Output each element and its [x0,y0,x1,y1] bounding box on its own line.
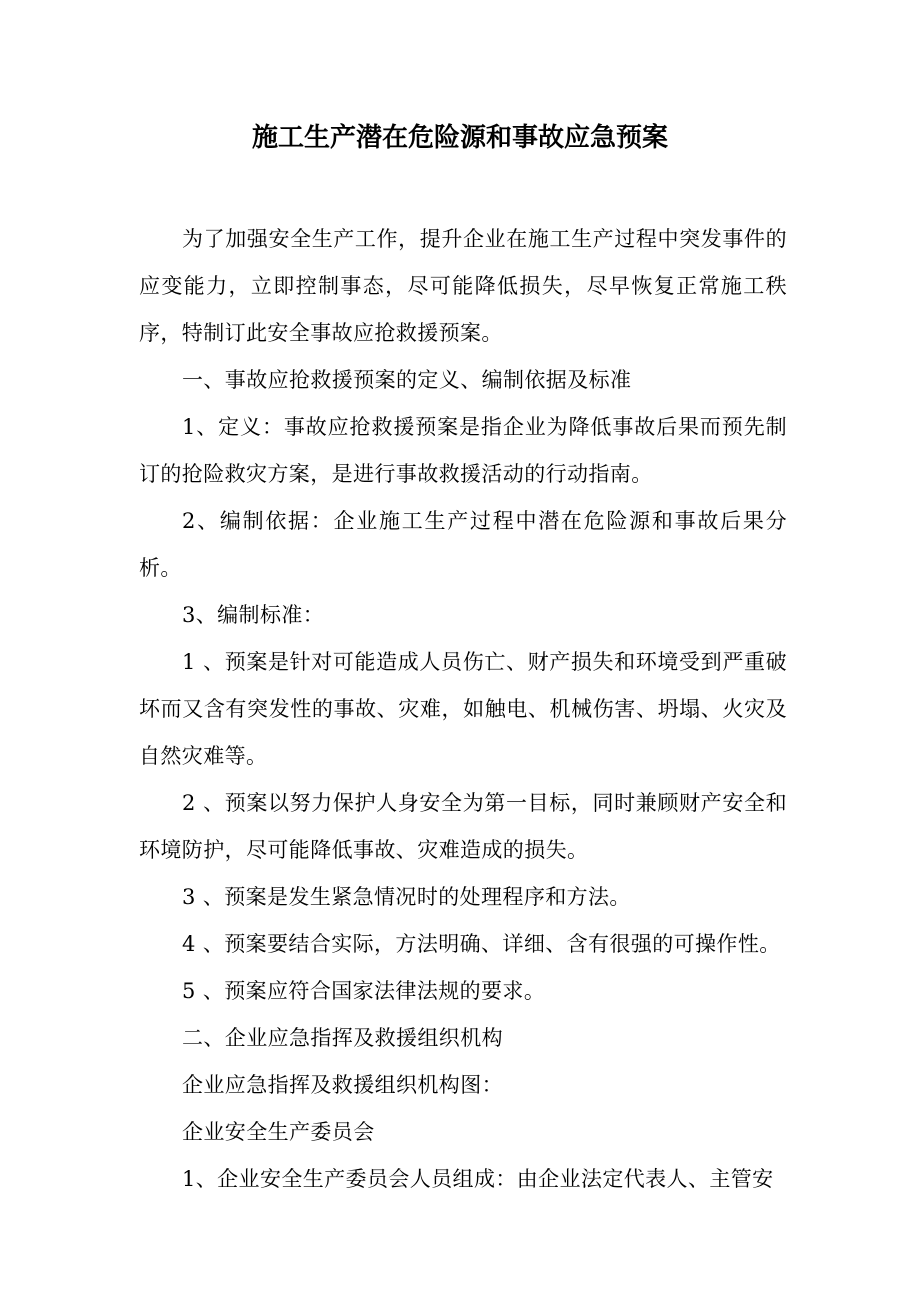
list-item: 5 、预案应符合国家法律法规的要求。 [182,979,546,1003]
list-item: 2 、预案以努力保护人身安全为第一目标，同时兼顾财产安全和环境防护，尽可能降低事故、灾难造成的损失。 [139,791,787,862]
document-body [139,216,787,1203]
list-item: 3 、预案是发生紧急情况时的处理程序和方法。 [182,885,631,909]
list-item: 1 、预案是针对可能造成人员伤亡、财产损失和环境受到严重破坏而又含有突发性的事故、灾难，如触电、机械伤害、坍塌、火灾及自然灾难等。 [139,650,787,768]
paragraph-standard: 3、编制标准： [182,603,325,627]
heading-section-1: 一、事故应抢救援预案的定义、编制依据及标准 [182,368,632,392]
paragraph-committee: 企业安全生产委员会 [182,1120,375,1144]
heading-section-2: 二、企业应急指挥及救援组织机构 [182,1026,503,1050]
paragraph-intro: 为了加强安全生产工作，提升企业在施工生产过程中突发事件的应变能力，立即控制事态，尽可能降低损失，尽早恢复正常施工秩序，特制订此安全事故应抢救援预案。 [139,227,787,345]
document-title: 施工生产潜在危险源和事故应急预案 [251,123,668,153]
paragraph-basis: 2、编制依据：企业施工生产过程中潜在危险源和事故后果分析。 [139,509,787,580]
paragraph-definition: 1、定义：事故应抢救援预案是指企业为降低事故后果而预先制订的抢险救灾方案，是进行事故救援活动的行动指南。 [139,415,787,486]
paragraph-committee-members: 1、企业安全生产委员会人员组成：由企业法定代表人、主管安 [182,1167,774,1191]
list-item: 4 、预案要结合实际，方法明确、详细、含有很强的可操作性。 [182,932,781,956]
paragraph-org-chart-label: 企业应急指挥及救援组织机构图： [182,1073,503,1097]
